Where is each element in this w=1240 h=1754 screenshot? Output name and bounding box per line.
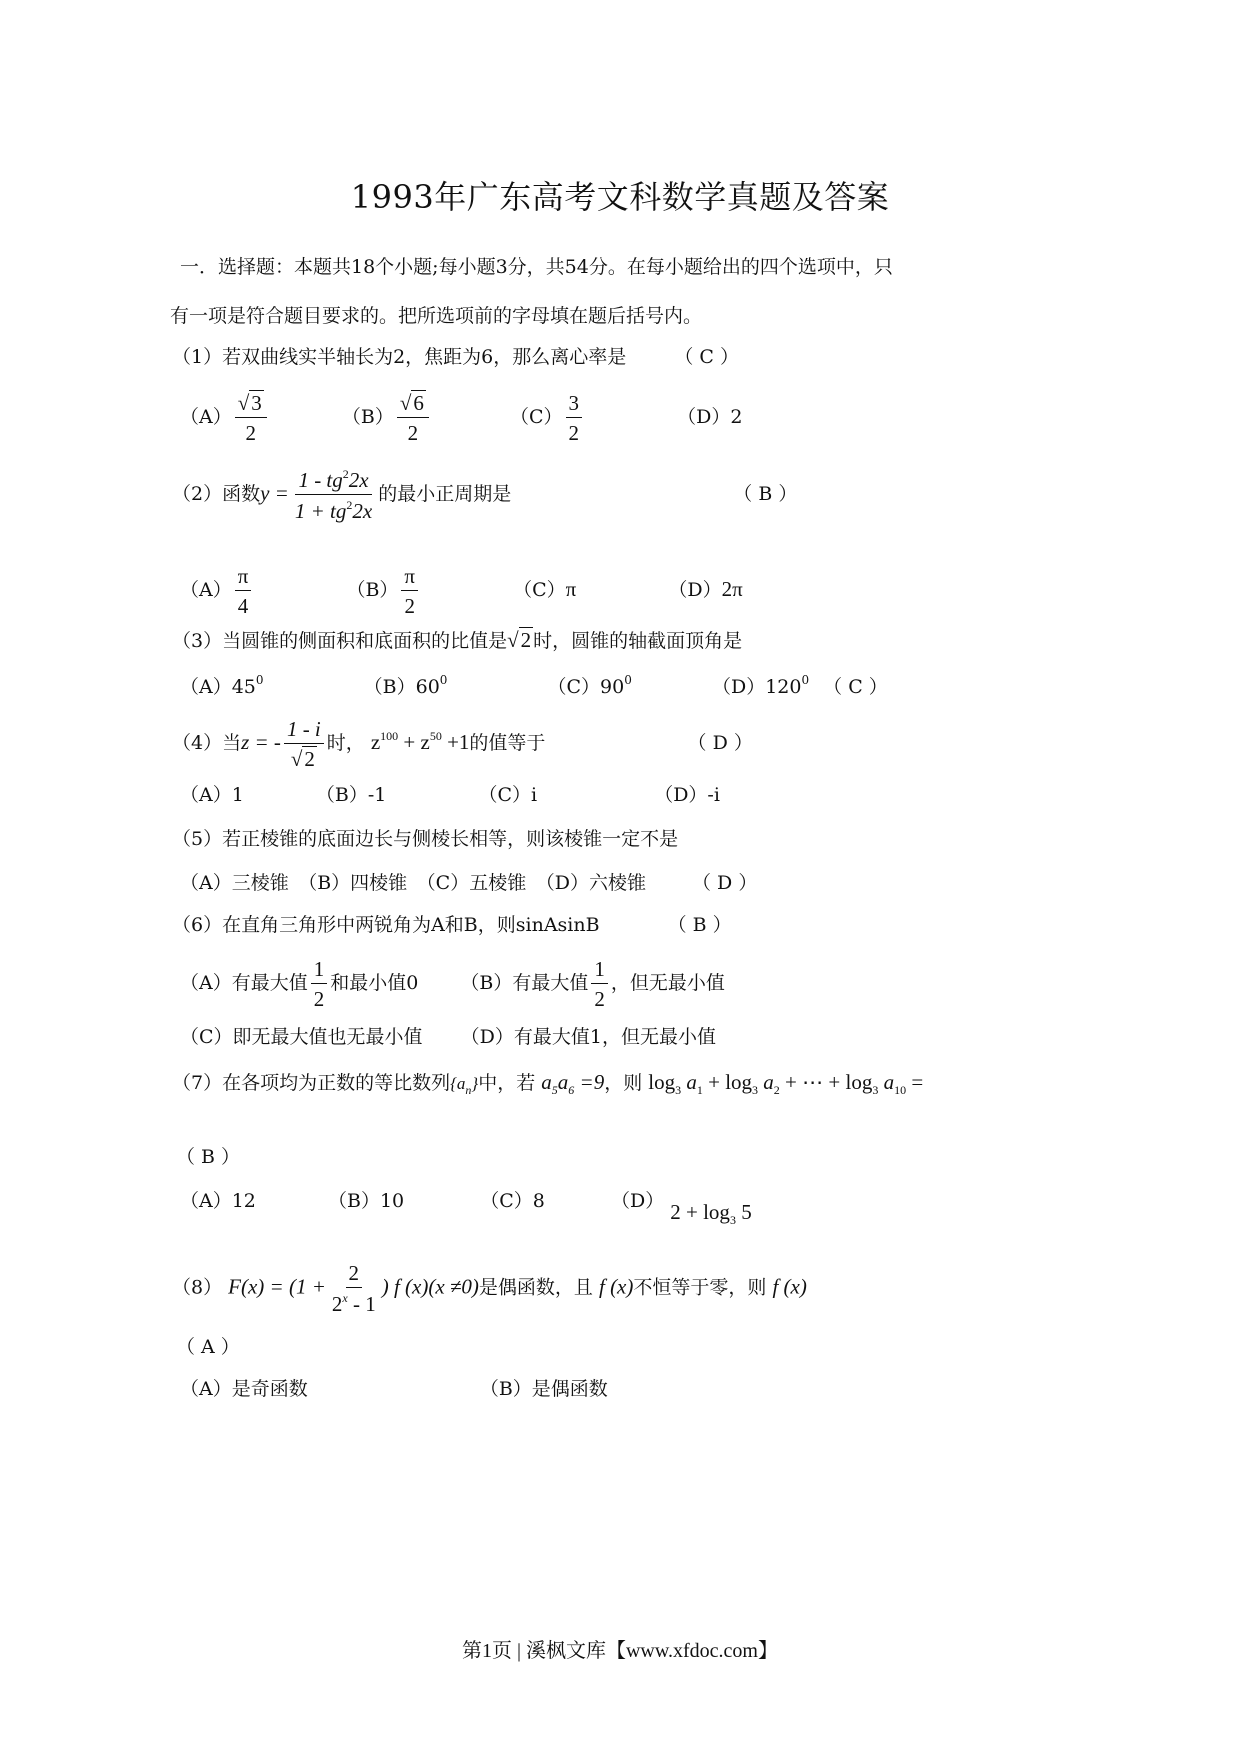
question-5-options bbox=[180, 874, 757, 893]
question-3-answer: （ C ） bbox=[823, 676, 888, 698]
question-8-stem bbox=[172, 1262, 807, 1315]
question-2-stem bbox=[172, 468, 797, 522]
option-c: （C）i bbox=[478, 784, 538, 806]
option-d: （D）120 bbox=[711, 676, 802, 698]
option-b-post: ，但无最小值 bbox=[610, 972, 725, 995]
question-3-stem bbox=[172, 630, 742, 651]
option-c-label: （C） bbox=[513, 579, 566, 602]
option-b-fraction: $\frac{√6}{2}$ bbox=[397, 392, 429, 444]
question-3-sqrt: √2 bbox=[507, 628, 532, 652]
question-4-prefix: （4）当 bbox=[172, 732, 242, 755]
question-7-prefix: （7）在各项均为正数的等比数列 bbox=[172, 1072, 451, 1094]
question-1-options bbox=[180, 392, 742, 444]
question-6-options-cd bbox=[180, 1028, 716, 1047]
page-footer: 第1页 | 溪枫文库【www.xfdoc.com】 bbox=[461, 1640, 778, 1662]
question-3-text-b: 时，圆锥的轴截面顶角是 bbox=[533, 630, 743, 652]
question-3-text-a: （3）当圆锥的侧面积和底面积的比值是 bbox=[172, 630, 508, 652]
option-a: （A）45 bbox=[180, 676, 256, 698]
option-b: （B）-1 bbox=[315, 784, 387, 806]
option-d-value: 2π bbox=[721, 577, 743, 602]
question-4-answer: （ D ） bbox=[687, 732, 753, 755]
option-c: （C）8 bbox=[480, 1190, 545, 1212]
option-d-value: $2 + \log_3 5$ bbox=[670, 1200, 752, 1227]
question-7-answer: （ B ） bbox=[176, 1146, 241, 1168]
q7-sequence: $\{a_n\}$ bbox=[450, 1074, 479, 1097]
q4-z-eq: z = - bbox=[241, 730, 281, 755]
question-2-options bbox=[180, 565, 743, 617]
option-b-fraction: $\frac{1}{2}$ bbox=[591, 958, 608, 1010]
question-7-mid: 中，若 bbox=[478, 1072, 536, 1094]
question-2-answer: （ B ） bbox=[733, 483, 798, 506]
option-a-label: （A） bbox=[180, 579, 232, 602]
question-1-text: （1）若双曲线实半轴长为2，焦距为6，那么离心率是 bbox=[172, 346, 627, 368]
question-8-mid: 是偶函数，且 bbox=[478, 1276, 593, 1299]
option-c: （C）即无最大值也无最小值 bbox=[180, 1026, 423, 1048]
option-a-label: （A） bbox=[180, 406, 232, 429]
question-7-then: ，则 bbox=[604, 1072, 643, 1094]
q8-fx2: f (x) bbox=[772, 1274, 807, 1299]
intro-line-2: 有一项是符合题目要求的。把所选项前的字母填在题后括号内。 bbox=[170, 305, 703, 327]
question-4-mid: 时， bbox=[326, 732, 365, 755]
option-b-pre: （B）有最大值 bbox=[460, 972, 589, 995]
question-4-options bbox=[180, 786, 720, 805]
option-d-label: （D） bbox=[668, 579, 722, 602]
page-title: 1993年广东高考文科数学真题及答案 bbox=[350, 178, 890, 216]
option-d: （D）-i bbox=[654, 784, 720, 806]
question-8-fraction: $\frac{2}{2^x - 1}$ bbox=[331, 1261, 376, 1317]
question-6-stem bbox=[172, 916, 732, 935]
q7-condition: $a_5a_6 =9$ bbox=[541, 1070, 605, 1097]
question-6-text: （6）在直角三角形中两锐角为A和B，则sinAsinB bbox=[172, 914, 600, 936]
question-2-suffix: 的最小正周期是 bbox=[378, 483, 512, 506]
question-1-stem bbox=[172, 348, 739, 367]
option-a: （A）是奇函数 bbox=[180, 1378, 308, 1400]
q7-log-sum: $\log_3 a_1 + \log_3 a_2$ + ⋯ + $\log_3 a_{10}$ = bbox=[648, 1070, 924, 1097]
option-b: （B）是偶函数 bbox=[479, 1378, 608, 1400]
option-b: （B）60 bbox=[363, 676, 440, 698]
option-c: （C）90 bbox=[547, 676, 625, 698]
question-2-prefix: （2）函数 bbox=[172, 483, 261, 506]
question-4-suffix: 的值等于 bbox=[469, 732, 546, 755]
option-b-label: （B） bbox=[341, 406, 394, 429]
option-a-pre: （A）有最大值 bbox=[180, 972, 308, 995]
question-8-prefix: （8） bbox=[172, 1276, 223, 1299]
question-2-fraction: $\frac{1 - tg^22x}{1 + tg^22x}$ bbox=[294, 467, 373, 524]
option-d: （D）2 bbox=[677, 406, 743, 429]
option-c-value: π bbox=[565, 577, 577, 602]
option-c-fraction: $\frac{3}{2}$ bbox=[566, 392, 583, 444]
question-3-options: $(A)45^0$ $(B)60^0$ $(C)90^0$ $(D)120^0$ （ C ） bbox=[180, 673, 888, 698]
option-d-label: （D） bbox=[610, 1190, 665, 1212]
question-5-option-list: （A）三棱锥 （B）四棱锥 （C）五棱锥 （D）六棱锥 bbox=[180, 872, 646, 894]
option-a-post: 和最小值0 bbox=[330, 972, 419, 995]
option-b-fraction: $\frac{\pi}{2}$ bbox=[401, 565, 418, 617]
question-8-options bbox=[180, 1380, 608, 1399]
question-8-answer: （ A ） bbox=[176, 1336, 240, 1358]
question-5-stem: （5）若正棱锥的底面边长与侧棱长相等，则该棱锥一定不是 bbox=[172, 828, 679, 850]
q8-f-left: F(x) = (1 + bbox=[228, 1274, 326, 1299]
question-6-options-ab bbox=[180, 958, 725, 1010]
q4-expression: $z^{100} + z^{50} +1$ bbox=[370, 729, 470, 755]
intro-line-1: 一．选择题：本题共18个小题;每小题3分，共54分。在每小题给出的四个选项中，只 bbox=[180, 256, 893, 278]
option-a-fraction: $\frac{√3}{2}$ bbox=[235, 392, 267, 444]
question-7-stem bbox=[172, 1072, 923, 1096]
question-1-answer: （ C ） bbox=[674, 346, 739, 368]
option-b: （B）10 bbox=[328, 1190, 405, 1212]
option-a-fraction: $\frac{\pi}{4}$ bbox=[235, 565, 252, 617]
option-c-label: （C） bbox=[509, 406, 563, 429]
option-b-label: （B） bbox=[346, 579, 399, 602]
question-8-mid2: 不恒等于零，则 bbox=[633, 1276, 767, 1299]
option-a: （A）1 bbox=[180, 784, 244, 806]
question-4-stem bbox=[172, 718, 753, 770]
question-6-answer: （ B ） bbox=[667, 914, 732, 936]
q2-y: y = bbox=[260, 481, 289, 506]
option-d: （D）有最大值1，但无最小值 bbox=[460, 1026, 716, 1048]
question-5-answer: （ D ） bbox=[692, 872, 758, 894]
option-a-fraction: $\frac{1}{2}$ bbox=[311, 958, 328, 1010]
q8-fx: f (x) bbox=[598, 1274, 634, 1299]
q8-f-right: ) f (x)(x ≠0) bbox=[381, 1274, 479, 1299]
question-7-options bbox=[180, 1190, 752, 1227]
question-4-fraction: $\frac{1 - i}{√2}$ bbox=[284, 718, 324, 770]
option-a: （A）12 bbox=[180, 1190, 256, 1212]
